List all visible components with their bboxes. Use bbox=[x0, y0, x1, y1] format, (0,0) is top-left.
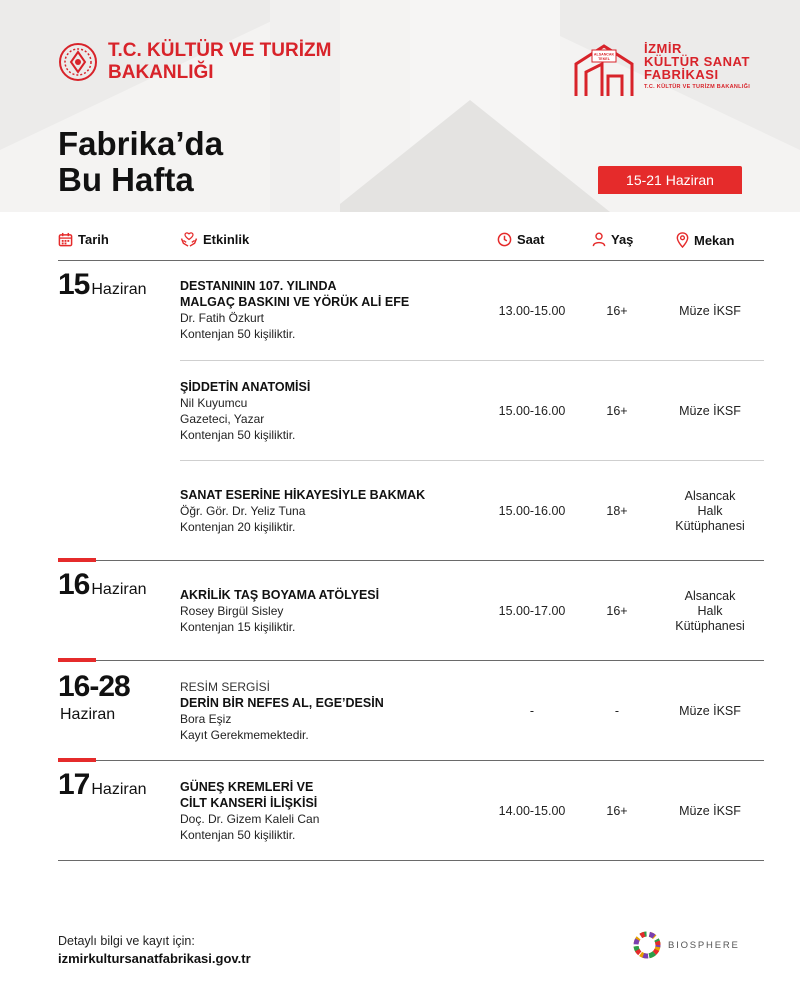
event-venue bbox=[650, 562, 770, 660]
day-month: Haziran bbox=[60, 706, 116, 723]
column-label-tarih: Tarih bbox=[78, 232, 109, 247]
event-title: GÜNEŞ KREMLERİ VE bbox=[180, 780, 314, 794]
factory-name-line3: FABRİKASI bbox=[644, 67, 719, 82]
day-marker bbox=[58, 758, 96, 762]
day-number: 16-28 bbox=[58, 670, 130, 703]
event-speaker: Rosey Birgül Sisley bbox=[180, 604, 284, 618]
venue-line: Kütüphanesi bbox=[675, 618, 745, 633]
day-number: 15 bbox=[58, 268, 90, 301]
event-age: 16+ bbox=[606, 603, 628, 618]
page-title-line1: Fabrika’da bbox=[58, 125, 224, 162]
event-title: ŞİDDETİN ANATOMİSİ bbox=[180, 380, 311, 394]
event-venue: Müze İKSF bbox=[679, 403, 741, 418]
biosphere-label: BIOSPHERE bbox=[668, 939, 740, 951]
biosphere-icon bbox=[632, 930, 662, 960]
table-bottom-divider bbox=[58, 860, 764, 861]
event-speaker: Nil Kuyumcu bbox=[180, 396, 248, 410]
event-venue: Müze İKSF bbox=[679, 803, 741, 818]
page-title-line2: Bu Hafta bbox=[58, 161, 194, 198]
event-capacity: Kontenjan 50 kişiliktir. bbox=[180, 428, 296, 442]
day-marker bbox=[58, 558, 96, 562]
factory-name-line1: İZMİR bbox=[644, 41, 682, 56]
event-age: 16+ bbox=[606, 303, 628, 318]
column-label-etkinlik: Etkinlik bbox=[203, 232, 250, 247]
day-label-17 bbox=[58, 768, 147, 802]
day-label-16-28 bbox=[58, 672, 130, 724]
event-capacity: Kontenjan 50 kişiliktir. bbox=[180, 327, 296, 341]
hands-icon bbox=[180, 232, 198, 247]
column-header-yas bbox=[592, 232, 633, 247]
event-item bbox=[180, 487, 425, 535]
table-header-divider bbox=[58, 260, 764, 261]
date-range-badge: 15-21 Haziran bbox=[598, 166, 742, 194]
column-label-saat: Saat bbox=[517, 232, 545, 247]
event-title: AKRİLİK TAŞ BOYAMA ATÖLYESİ bbox=[180, 588, 380, 602]
event-speaker: Doç. Dr. Gizem Kaleli Can bbox=[180, 812, 320, 826]
page-title bbox=[58, 126, 223, 198]
event-title: CİLT KANSERİ İLİŞKİSİ bbox=[180, 796, 318, 810]
column-header-tarih bbox=[58, 232, 109, 247]
day-number: 16 bbox=[58, 568, 90, 601]
event-speaker: Bora Eşiz bbox=[180, 712, 232, 726]
event-capacity: Kontenjan 20 kişiliktir. bbox=[180, 520, 296, 534]
event-time: 15.00-16.00 bbox=[498, 503, 566, 518]
event-category: RESİM SERGİSİ bbox=[180, 680, 271, 694]
footer-info bbox=[58, 932, 251, 968]
factory-logo bbox=[572, 42, 750, 98]
event-capacity: Kayıt Gerekmemektedir. bbox=[180, 728, 309, 742]
event-time: 14.00-15.00 bbox=[498, 803, 566, 818]
ministry-emblem-icon bbox=[58, 42, 98, 82]
day-divider bbox=[58, 660, 764, 661]
day-label-16 bbox=[58, 568, 147, 602]
venue-line: Halk bbox=[697, 503, 723, 518]
event-title: MALGAÇ BASKINI VE YÖRÜK ALİ EFE bbox=[180, 295, 410, 309]
event-item bbox=[180, 278, 409, 342]
event-age: 16+ bbox=[606, 803, 628, 818]
event-speaker: Öğr. Gör. Dr. Yeliz Tuna bbox=[180, 504, 306, 518]
event-capacity: Kontenjan 50 kişiliktir. bbox=[180, 828, 296, 842]
factory-mark-text-1: ALSANCAK bbox=[593, 52, 615, 57]
day-divider bbox=[58, 560, 764, 561]
location-pin-icon bbox=[676, 232, 689, 248]
day-month: Haziran bbox=[91, 281, 147, 298]
factory-building-icon bbox=[572, 42, 636, 98]
event-item bbox=[180, 679, 384, 743]
event-title: DESTANININ 107. YILINDA bbox=[180, 279, 337, 293]
person-icon bbox=[592, 232, 606, 247]
venue-line: Alsancak bbox=[684, 488, 736, 503]
event-time: 15.00-17.00 bbox=[498, 603, 566, 618]
column-header-mekan bbox=[676, 232, 734, 248]
event-item bbox=[180, 379, 310, 443]
day-label-15 bbox=[58, 268, 147, 302]
footer-info-label: Detaylı bilgi ve kayıt için: bbox=[58, 934, 195, 948]
event-venue: Müze İKSF bbox=[679, 703, 741, 718]
event-age: - bbox=[614, 703, 620, 718]
column-header-saat bbox=[497, 232, 544, 247]
clock-icon bbox=[497, 232, 512, 247]
day-month: Haziran bbox=[91, 781, 147, 798]
biosphere-logo bbox=[632, 930, 740, 960]
event-capacity: Kontenjan 15 kişiliktir. bbox=[180, 620, 296, 634]
row-divider bbox=[180, 360, 764, 361]
calendar-icon bbox=[58, 232, 73, 247]
event-speaker: Dr. Fatih Özkurt bbox=[180, 311, 265, 325]
factory-subtitle: T.C. KÜLTÜR VE TURİZM BAKANLIĞI bbox=[644, 84, 751, 90]
ministry-name-line2: BAKANLIĞI bbox=[108, 62, 214, 83]
event-venue bbox=[650, 462, 770, 560]
day-divider bbox=[58, 760, 764, 761]
event-speaker-role: Gazeteci, Yazar bbox=[180, 412, 265, 426]
column-header-etkinlik bbox=[180, 232, 249, 247]
event-age: 18+ bbox=[606, 503, 628, 518]
column-label-yas: Yaş bbox=[611, 232, 634, 247]
factory-mark-text-2: TEKEL bbox=[598, 57, 610, 61]
event-time: 15.00-16.00 bbox=[498, 403, 566, 418]
event-time: 13.00-15.00 bbox=[498, 303, 566, 318]
event-venue: Müze İKSF bbox=[679, 303, 741, 318]
venue-line: Alsancak bbox=[684, 588, 736, 603]
factory-name-line2: KÜLTÜR SANAT bbox=[644, 54, 750, 69]
day-marker bbox=[58, 658, 96, 662]
ministry-logo bbox=[58, 40, 331, 84]
column-label-mekan: Mekan bbox=[694, 232, 735, 248]
venue-line: Kütüphanesi bbox=[675, 518, 745, 533]
event-title: SANAT ESERİNE HİKAYESİYLE BAKMAK bbox=[180, 488, 426, 502]
event-item bbox=[180, 587, 379, 635]
event-title: DERİN BİR NEFES AL, EGE’DESİN bbox=[180, 696, 384, 710]
row-divider bbox=[180, 460, 764, 461]
footer-website-link[interactable]: izmirkultursanatfabrikasi.gov.tr bbox=[58, 951, 251, 966]
event-time: - bbox=[529, 703, 535, 718]
ministry-name-line1: T.C. KÜLTÜR VE TURİZM bbox=[108, 40, 332, 61]
event-item bbox=[180, 779, 319, 843]
day-number: 17 bbox=[58, 768, 90, 801]
venue-line: Halk bbox=[697, 603, 723, 618]
event-age: 16+ bbox=[606, 403, 628, 418]
day-month: Haziran bbox=[91, 581, 147, 598]
